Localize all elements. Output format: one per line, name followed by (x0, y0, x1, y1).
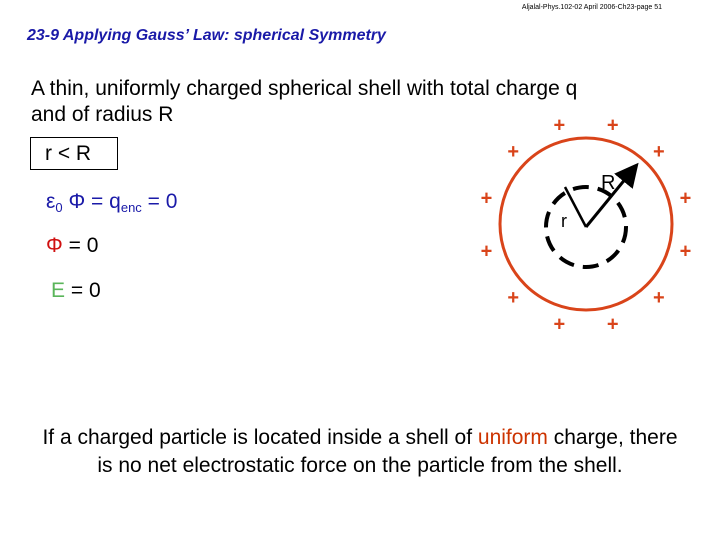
epsilon-symbol: ε (46, 190, 56, 213)
flux-symbol: Φ (46, 234, 63, 257)
equation-end: = 0 (141, 190, 178, 213)
plus-charge-icon: + (606, 313, 619, 336)
plus-charge-icon: + (606, 114, 619, 137)
plus-charge-icon: + (553, 313, 566, 336)
plus-charge-icon: + (679, 240, 692, 263)
plus-charge-icon: + (652, 141, 665, 164)
conclusion-highlight: uniform (477, 426, 548, 449)
plus-charge-icon: + (480, 240, 493, 263)
conclusion-part-2: charge, there is no net electrostatic force on the particle from the shell. (97, 426, 678, 477)
label-R: R (601, 172, 616, 194)
plus-charge-icon: + (652, 286, 665, 309)
condition-box: r < R (30, 137, 118, 170)
field-value: = 0 (65, 279, 101, 302)
conclusion-text (40, 424, 680, 480)
plus-charge-icon: + (507, 141, 520, 164)
phi-symbol: Φ (68, 190, 86, 213)
plus-charge-icon: + (679, 187, 692, 210)
flux-value: = 0 (62, 234, 99, 257)
epsilon-subscript: 0 (55, 200, 63, 215)
equation-middle: = q (85, 190, 121, 213)
intro-text: A thin, uniformly charged spherical shell with total charge q and of radius R (31, 77, 578, 126)
field-symbol: E (51, 279, 66, 302)
slide-header-info: Aljalal-Phys.102-02 April 2006-Ch23-page 51 (521, 4, 662, 11)
plus-charge-icon: + (480, 187, 493, 210)
label-r: r (561, 211, 567, 231)
slide-title: 23-9 Applying Gauss’ Law: spherical Symmetry (27, 27, 386, 44)
plus-charge-icon: + (507, 286, 520, 309)
charged-shell (500, 138, 672, 310)
enc-subscript: enc (120, 200, 142, 215)
radius-r-line (565, 187, 586, 227)
plus-charge-icon: + (553, 114, 566, 137)
conclusion-part-1: If a charged particle is located inside a shell of (42, 426, 478, 449)
